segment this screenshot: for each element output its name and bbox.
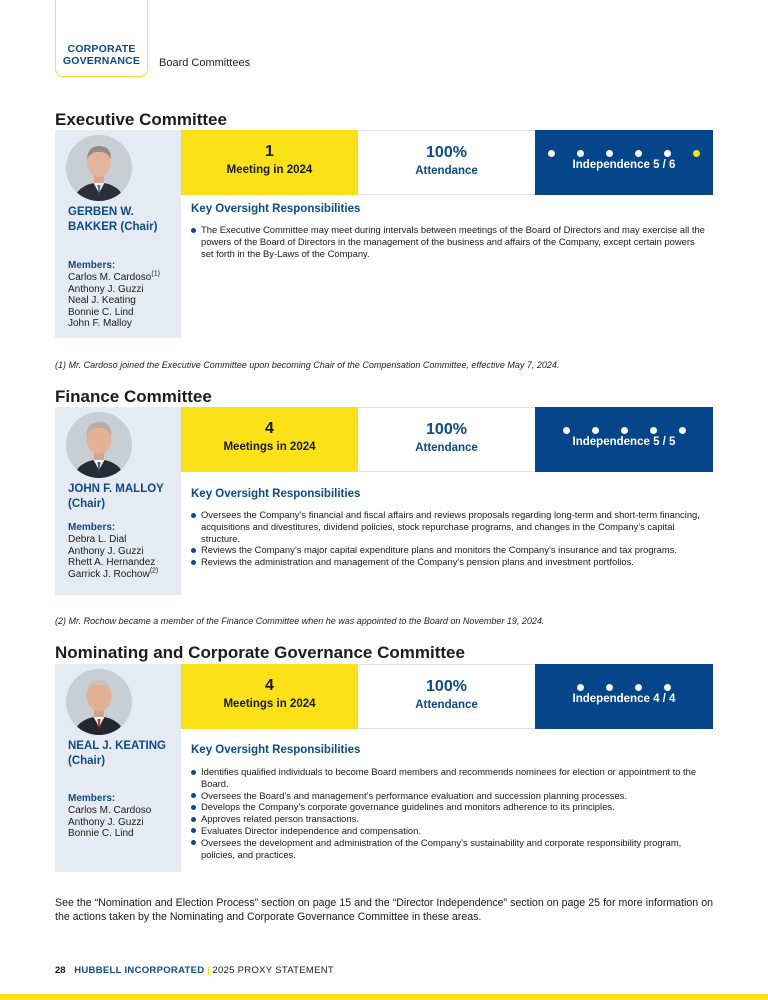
members-list: [68, 805, 151, 840]
responsibilities-list: [191, 224, 706, 259]
chair-name: GERBEN W. BAKKER (Chair): [68, 206, 158, 233]
member-name: Carlos M. Cardoso$^{(1)}$: [68, 270, 160, 283]
meetings-count: 1: [265, 143, 274, 160]
responsibilities-title: Key Oversight Responsibilities: [191, 744, 361, 756]
attendance-value: 100%: [426, 421, 467, 438]
responsibilities-list: [191, 766, 706, 860]
committee-title: Executive Committee: [55, 110, 227, 129]
independent-dot: [548, 150, 555, 157]
section-tab: [55, 0, 148, 77]
chair-name: NEAL J. KEATING (Chair): [68, 740, 166, 767]
meetings-label: Meetings in 2024: [223, 698, 316, 710]
meetings-label: Meeting in 2024: [226, 164, 313, 176]
meetings-stat: [181, 664, 358, 729]
independent-dot: [664, 684, 671, 691]
attendance-label: Attendance: [415, 442, 478, 454]
independent-dot: [635, 684, 642, 691]
independent-dot: [577, 150, 584, 157]
member-panel: [55, 664, 181, 872]
independence-label: Independence 5 / 5: [572, 436, 676, 448]
committee-title: Finance Committee: [55, 387, 212, 406]
responsibilities-title: Key Oversight Responsibilities: [191, 203, 361, 215]
independence-stat: [535, 407, 713, 472]
responsibilities-title: Key Oversight Responsibilities: [191, 488, 361, 500]
attendance-stat: [358, 130, 535, 195]
committee-nominating: [55, 664, 713, 874]
chair-name: JOHN F. MALLOY (Chair): [68, 483, 164, 510]
independence-dots: [535, 427, 713, 434]
closing-paragraph: See the “Nomination and Election Process” section on page 15 and the “Director Independence” section on page 25 for more information on the actions taken by the Nominating and Corporate Governance Committee in these areas.: [55, 897, 713, 923]
independent-dot: [592, 427, 599, 434]
attendance-label: Attendance: [415, 165, 478, 177]
member-name: John F. Malloy: [68, 318, 132, 329]
independent-dot: [563, 427, 570, 434]
committee-finance: [55, 407, 713, 597]
tab-label: CORPORATE GOVERNANCE: [62, 43, 141, 67]
member-panel: [55, 407, 181, 595]
members-label: Members:: [68, 793, 116, 804]
meetings-stat: [181, 407, 358, 472]
responsibility-item: Reviews the Company’s major capital expenditure plans and monitors the Company’s insurance and tax programs.: [191, 544, 706, 556]
member-name: Bonnie C. Lind: [68, 828, 134, 839]
footer-separator: |: [207, 965, 210, 976]
independence-dots: [535, 150, 713, 157]
chair-photo: [66, 135, 132, 201]
independent-dot: [664, 150, 671, 157]
responsibility-item: The Executive Committee may meet during intervals between meetings of the Board of Directors and may exercise all the powers of the Board of Directors in the management of the business and affairs of the Company, except certain powers set forth in the By-Laws of the Company.: [191, 224, 706, 259]
responsibility-item: Reviews the administration and management of the Company’s pension plans and investment portfolios.: [191, 556, 706, 568]
members-label: Members:: [68, 260, 116, 271]
meetings-label: Meetings in 2024: [223, 441, 316, 453]
meetings-count: 4: [265, 677, 274, 694]
company-name: HUBBELL INCORPORATED: [74, 965, 205, 976]
responsibilities-list: [191, 509, 706, 568]
independence-stat: [535, 664, 713, 729]
meetings-count: 4: [265, 420, 274, 437]
attendance-value: 100%: [426, 678, 467, 695]
member-name: Anthony J. Guzzi: [68, 283, 144, 295]
responsibility-item: Approves related person transactions.: [191, 813, 706, 825]
footnote: (2) Mr. Rochow became a member of the Finance Committee when he was appointed to the Board on November 19, 2024.: [55, 616, 545, 626]
footnote-mark: (2): [149, 567, 159, 575]
page-number: 28: [55, 965, 66, 976]
member-name: Bonnie C. Lind: [68, 306, 134, 318]
meetings-stat: [181, 130, 358, 195]
page-footer: [55, 965, 334, 976]
attendance-value: 100%: [426, 144, 467, 161]
footnote: (1) Mr. Cardoso joined the Executive Committee upon becoming Chair of the Compensation Committee, effective May 7, 2024.: [55, 360, 560, 370]
member-panel: [55, 130, 181, 338]
independent-dot: [621, 427, 628, 434]
member-name: Garrick J. Rochow$^{(2)}$: [68, 567, 159, 580]
independent-dot: [679, 427, 686, 434]
committee-executive: [55, 130, 713, 340]
attendance-stat: [358, 664, 535, 729]
independent-dot: [650, 427, 657, 434]
members-list: [68, 272, 160, 330]
member-name: Anthony J. Guzzi: [68, 545, 144, 557]
member-name: Debra L. Dial: [68, 534, 127, 545]
independent-dot: [577, 684, 584, 691]
chair-photo: [66, 412, 132, 478]
independent-dot: [606, 684, 613, 691]
responsibility-item: Oversees the Board’s and management’s performance evaluation and succession planning processes.: [191, 790, 706, 802]
footnote-mark: (1): [151, 270, 160, 278]
attendance-stat: [358, 407, 535, 472]
independence-label: Independence 5 / 6: [572, 159, 676, 171]
responsibility-item: Evaluates Director independence and compensation.: [191, 825, 706, 837]
responsibility-item: Oversees the Company’s financial and fiscal affairs and reviews proposals regarding long-term and short-term financing, acquisitions and divestitures, dividend policies, stock repurchase programs, and changes in the Company’s capital structure.: [191, 509, 706, 544]
member-name: Anthony J. Guzzi: [68, 816, 144, 828]
independent-dot: [635, 150, 642, 157]
section-label: Board Committees: [159, 57, 251, 69]
non-independent-dot: [693, 150, 700, 157]
independent-dot: [606, 150, 613, 157]
committee-title: Nominating and Corporate Governance Committee: [55, 643, 465, 662]
member-name: Carlos M. Cardoso: [68, 805, 152, 816]
members-label: Members:: [68, 522, 116, 533]
attendance-label: Attendance: [415, 699, 478, 711]
independence-label: Independence 4 / 4: [572, 693, 676, 705]
independence-dots: [535, 684, 713, 691]
chair-photo: [66, 669, 132, 735]
responsibility-item: Develops the Company’s corporate governance guidelines and monitors adherence to its principles.: [191, 801, 706, 813]
document-name: 2025 PROXY STATEMENT: [212, 965, 335, 976]
responsibility-item: Oversees the development and administration of the Company’s sustainability and corporate responsibility program, policies, and practices.: [191, 837, 706, 861]
member-name: Neal J. Keating: [68, 295, 136, 306]
members-list: [68, 534, 158, 580]
bottom-accent-bar: [0, 994, 768, 1000]
responsibility-item: Identifies qualified individuals to become Board members and recommends nominees for election or appointment to the Board.: [191, 766, 706, 790]
member-name: Rhett A. Hernandez: [68, 557, 156, 568]
independence-stat: [535, 130, 713, 195]
